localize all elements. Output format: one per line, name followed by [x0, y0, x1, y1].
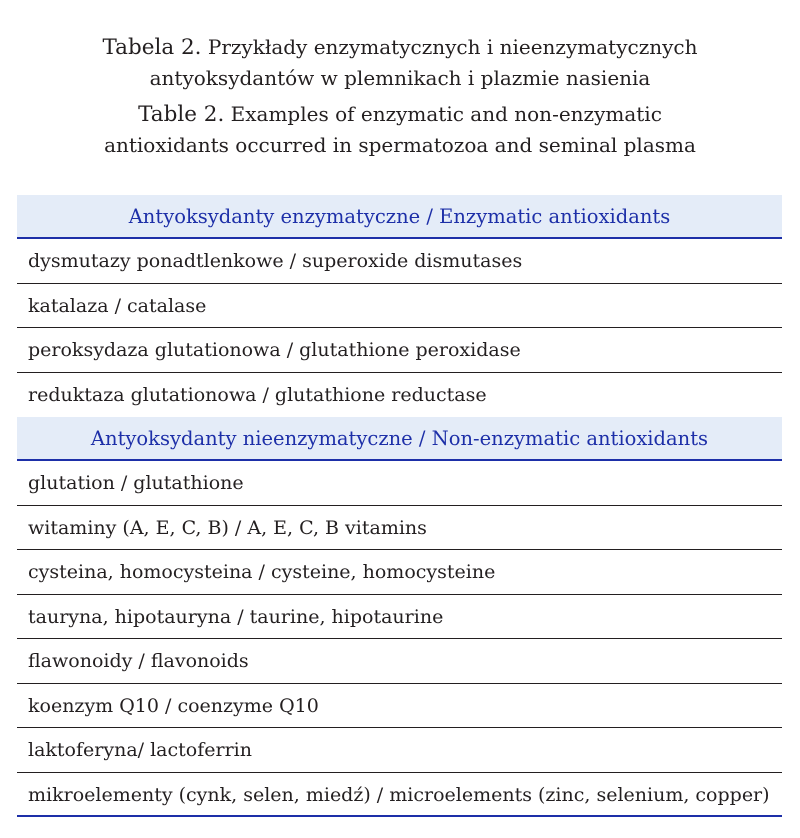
caption-polish [0, 32, 800, 93]
section-header-non-enzymatic: Antyoksydanty nieenzymatyczne / Non-enzymatic antioxidants [17, 417, 782, 461]
table-row: laktoferyna/ lactoferrin [17, 728, 782, 773]
caption-english-line1: Examples of enzymatic and non-enzymatic [230, 102, 662, 126]
caption-english-prefix: Table 2. [138, 102, 225, 127]
table-row: mikroelementy (cynk, selen, miedź) / microelements (zinc, selenium, copper) [17, 773, 782, 818]
table-row: tauryna, hipotauryna / taurine, hipotaurine [17, 595, 782, 640]
table-row: witaminy (A, E, C, B) / A, E, C, B vitamins [17, 506, 782, 551]
section-header-enzymatic: Antyoksydanty enzymatyczne / Enzymatic antioxidants [17, 195, 782, 239]
table-row: reduktaza glutationowa / glutathione reductase [28, 383, 487, 406]
caption-polish-prefix: Tabela 2. [102, 35, 202, 60]
antioxidants-table [17, 195, 782, 817]
caption-english-line2: antioxidants occurred in spermatozoa and seminal plasma [104, 133, 696, 157]
table-row: koenzym Q10 / coenzyme Q10 [17, 684, 782, 729]
caption-polish-line1: Przykłady enzymatycznych i nieenzymatycznych [207, 35, 698, 59]
table-row: dysmutazy ponadtlenkowe / superoxide dismutases [17, 239, 782, 284]
table-caption [0, 32, 800, 160]
caption-english [0, 99, 800, 160]
table-row: flawonoidy / flavonoids [17, 639, 782, 684]
table-row: glutation / glutathione [17, 461, 782, 506]
caption-polish-line2: antyoksydantów w plemnikach i plazmie nasienia [149, 66, 651, 90]
table-row: katalaza / catalase [17, 284, 782, 329]
table-row: cysteina, homocysteina / cysteine, homocysteine [17, 550, 782, 595]
table-row: peroksydaza glutationowa / glutathione peroxidase [17, 328, 782, 373]
